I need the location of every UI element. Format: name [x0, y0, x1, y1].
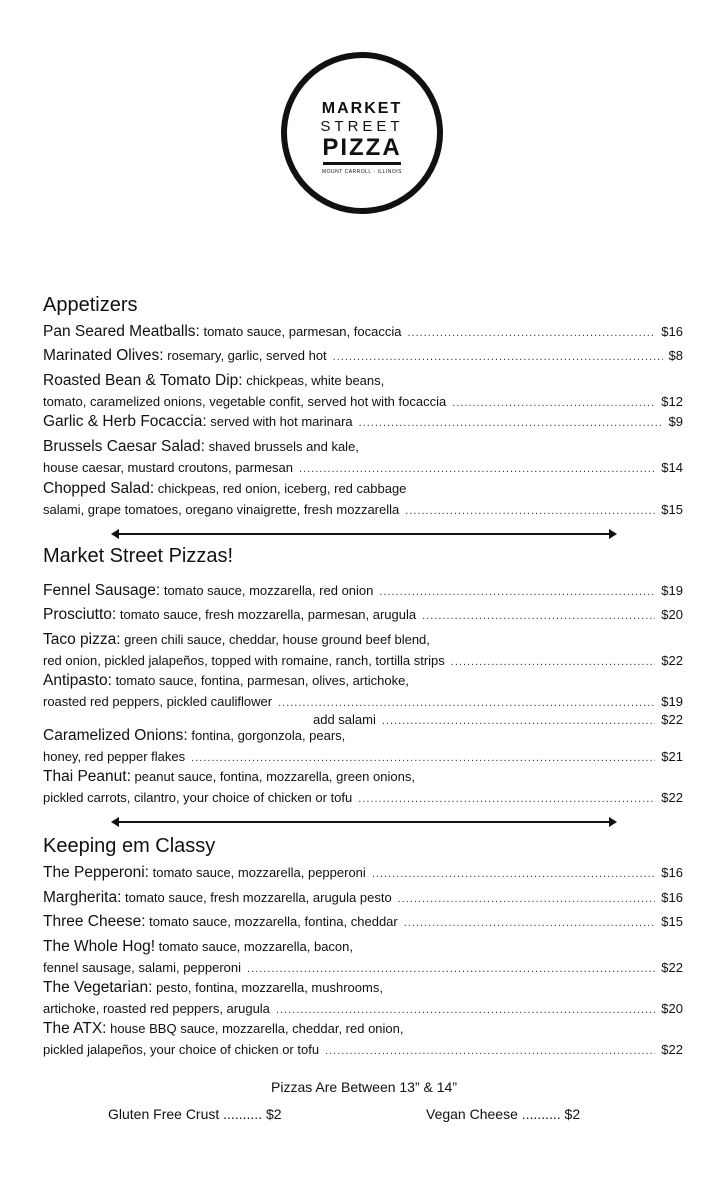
leader-dots — [398, 893, 656, 905]
menu-item — [43, 480, 683, 520]
item-price: $9 — [668, 414, 683, 429]
item-price: $22 — [661, 790, 683, 805]
leader-dots — [247, 963, 655, 975]
item-name: Prosciutto: — [43, 606, 117, 623]
addon-price: $22 — [661, 712, 683, 727]
item-desc-line2: fennel sausage, salami, pepperoni — [43, 960, 242, 975]
section-divider-arrow — [113, 821, 615, 823]
item-price: $20 — [661, 607, 683, 622]
extra-price: $2 — [564, 1106, 581, 1122]
item-desc-line2: roasted red peppers, pickled cauliflower — [43, 694, 273, 709]
item-price: $15 — [661, 914, 683, 929]
menu-item — [43, 631, 683, 671]
menu-item — [43, 938, 683, 978]
item-name: The Whole Hog! — [43, 938, 155, 955]
item-name: The Pepperoni: — [43, 864, 149, 881]
item-name: Thai Peanut: — [43, 768, 131, 785]
item-name: The Vegetarian: — [43, 979, 153, 996]
leader-dots — [372, 868, 655, 880]
item-desc-line2: pickled carrots, cilantro, your choice of chicken or tofu — [43, 790, 353, 805]
item-desc: chickpeas, red onion, iceberg, red cabbage — [157, 481, 407, 496]
menu-item — [43, 1020, 683, 1060]
item-name: Margherita: — [43, 889, 122, 906]
menu-item — [43, 864, 683, 886]
item-price: $19 — [661, 694, 683, 709]
item-name: Garlic & Herb Focaccia: — [43, 413, 207, 430]
item-desc: house BBQ sauce, mozzarella, cheddar, red onion, — [110, 1021, 404, 1036]
leader-dots — [278, 697, 655, 709]
logo-location: MOUNT CARROLL · ILLINOIS — [321, 169, 403, 175]
extra-price: $2 — [265, 1106, 282, 1122]
item-name: Pan Seared Meatballs: — [43, 323, 200, 340]
item-desc: tomato sauce, mozzarella, bacon, — [158, 939, 354, 954]
leader-dots — [404, 917, 656, 929]
item-price: $16 — [661, 890, 683, 905]
menu-item — [43, 413, 683, 435]
item-price: $22 — [661, 1042, 683, 1057]
extra-dots: .......... — [223, 1106, 263, 1122]
item-name: Three Cheese: — [43, 913, 146, 930]
item-desc: chickpeas, white beans, — [246, 373, 385, 388]
item-name: Antipasto: — [43, 672, 112, 689]
item-name: Roasted Bean & Tomato Dip: — [43, 372, 243, 389]
section-divider-arrow — [113, 533, 615, 535]
item-desc: peanut sauce, fontina, mozzarella, green onions, — [134, 769, 415, 784]
extra-vegan-cheese — [426, 1106, 580, 1122]
leader-dots — [276, 1004, 655, 1016]
item-name: Taco pizza: — [43, 631, 121, 648]
menu-item — [43, 889, 683, 911]
addon-label: add salami — [313, 712, 376, 727]
item-name: Caramelized Onions: — [43, 727, 188, 744]
logo-underline — [323, 162, 401, 165]
item-desc-line2: pickled jalapeños, your choice of chicken or tofu — [43, 1042, 320, 1057]
leader-dots — [325, 1045, 655, 1057]
menu-item — [43, 606, 683, 628]
item-desc: served with hot marinara — [210, 414, 353, 429]
item-desc-line2: honey, red pepper flakes — [43, 749, 186, 764]
item-desc: rosemary, garlic, served hot — [167, 348, 327, 363]
section-title-appetizers: Appetizers — [43, 294, 138, 316]
menu-item — [43, 323, 683, 345]
leader-dots — [358, 793, 655, 805]
item-price: $21 — [661, 749, 683, 764]
item-desc-line2: house caesar, mustard croutons, parmesan — [43, 460, 294, 475]
item-desc: pesto, fontina, mozzarella, mushrooms, — [156, 980, 383, 995]
leader-dots — [359, 417, 663, 429]
market-street-pizza-logo — [281, 52, 443, 214]
item-price: $8 — [668, 348, 683, 363]
item-price: $19 — [661, 583, 683, 598]
item-desc: fontina, gorgonzola, pears, — [191, 728, 346, 743]
menu-item — [43, 768, 683, 808]
leader-dots — [451, 656, 656, 668]
menu-item — [43, 438, 683, 478]
logo-word-street: STREET — [320, 118, 404, 135]
extra-label: Vegan Cheese — [426, 1106, 518, 1122]
item-name: Marinated Olives: — [43, 347, 164, 364]
item-price: $15 — [661, 502, 683, 517]
leader-dots — [407, 327, 655, 339]
item-name: Brussels Caesar Salad: — [43, 438, 205, 455]
extra-label: Gluten Free Crust — [108, 1106, 220, 1122]
item-desc: tomato sauce, parmesan, focaccia — [203, 324, 402, 339]
extra-dots: .......... — [521, 1106, 561, 1122]
item-name: Fennel Sausage: — [43, 582, 161, 599]
menu-item — [43, 372, 683, 412]
leader-dots — [422, 610, 655, 622]
item-price: $22 — [661, 653, 683, 668]
menu-item — [43, 347, 683, 369]
section-title-market-street-pizzas: Market Street Pizzas! — [43, 545, 234, 567]
leader-dots — [382, 715, 655, 727]
item-desc: shaved brussels and kale, — [208, 439, 359, 454]
item-name: Chopped Salad: — [43, 480, 155, 497]
item-price: $14 — [661, 460, 683, 475]
logo-word-market: MARKET — [321, 100, 403, 117]
leader-dots — [191, 752, 655, 764]
leader-dots — [405, 505, 655, 517]
item-price: $16 — [661, 865, 683, 880]
extra-gluten-free-crust — [108, 1106, 282, 1122]
item-price: $20 — [661, 1001, 683, 1016]
menu-item — [43, 672, 683, 730]
menu-item — [43, 582, 683, 604]
item-desc-line2: artichoke, roasted red peppers, arugula — [43, 1001, 270, 1016]
leader-dots — [299, 463, 655, 475]
item-desc-line2: salami, grape tomatoes, oregano vinaigrette, fresh mozzarella — [43, 502, 400, 517]
item-desc: tomato sauce, mozzarella, pepperoni — [152, 865, 366, 880]
leader-dots — [452, 397, 655, 409]
item-desc: tomato sauce, fresh mozzarella, parmesan, arugula — [119, 607, 417, 622]
item-desc-line2: red onion, pickled jalapeños, topped with romaine, ranch, tortilla strips — [43, 653, 445, 668]
item-desc-line2: tomato, caramelized onions, vegetable confit, served hot with focaccia — [43, 394, 447, 409]
logo-word-pizza: PIZZA — [322, 134, 402, 161]
menu-item — [43, 727, 683, 767]
item-price: $12 — [661, 394, 683, 409]
item-desc: tomato sauce, fresh mozzarella, arugula pesto — [125, 890, 392, 905]
item-price: $22 — [661, 960, 683, 975]
item-desc: green chili sauce, cheddar, house ground beef blend, — [124, 632, 430, 647]
leader-dots — [379, 586, 655, 598]
item-desc: tomato sauce, mozzarella, fontina, cheddar — [149, 914, 398, 929]
item-name: The ATX: — [43, 1020, 107, 1037]
leader-dots — [333, 351, 663, 363]
menu-item — [43, 979, 683, 1019]
menu-item — [43, 913, 683, 935]
item-desc: tomato sauce, mozzarella, red onion — [163, 583, 374, 598]
section-title-keeping-em-classy: Keeping em Classy — [43, 835, 216, 857]
pizza-size-note: Pizzas Are Between 13” & 14” — [271, 1079, 457, 1095]
item-desc: tomato sauce, fontina, parmesan, olives, artichoke, — [115, 673, 409, 688]
item-price: $16 — [661, 324, 683, 339]
